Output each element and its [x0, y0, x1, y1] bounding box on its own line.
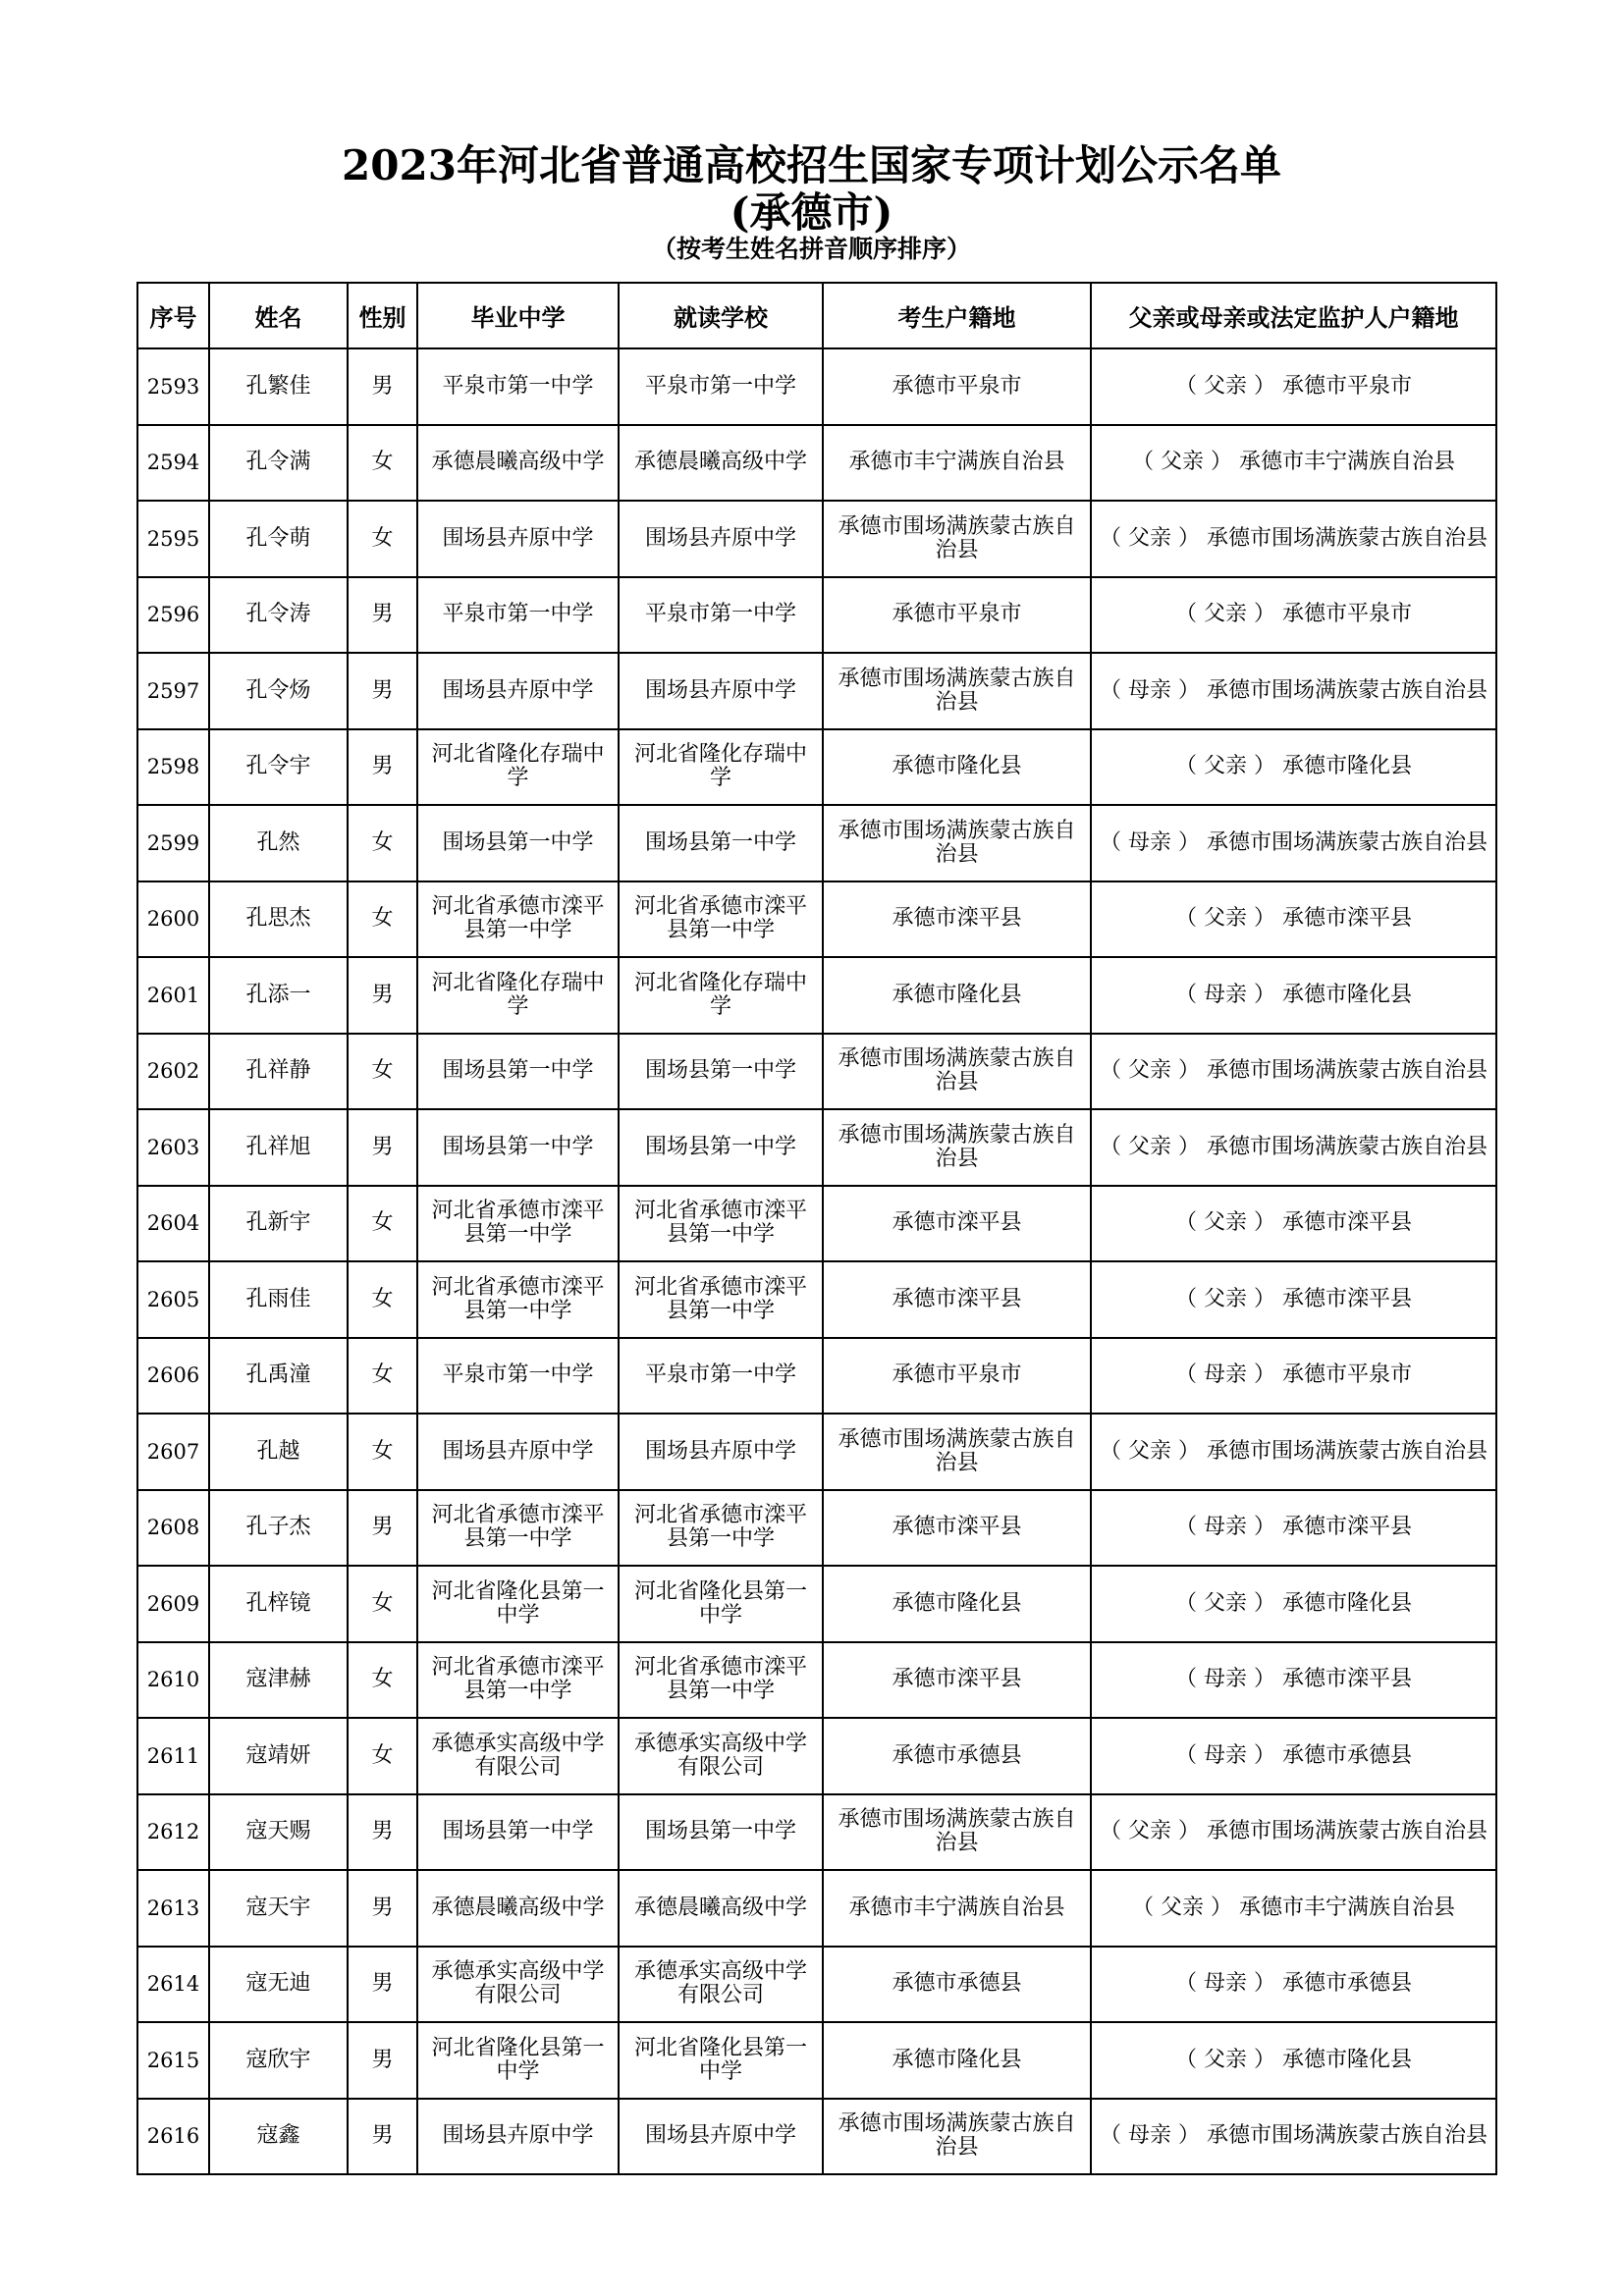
cell-graduation-school: 河北省隆化存瑞中学 [417, 729, 619, 806]
header-gender: 性别 [348, 283, 417, 348]
cell-gender: 男 [348, 577, 417, 654]
cell-student-hukou: 承德市围场满族蒙古族自治县 [823, 653, 1091, 729]
cell-current-school: 平泉市第一中学 [619, 1338, 823, 1415]
table-row [137, 1718, 1496, 1794]
cell-parent-hukou: （ 父亲 ） 承德市平泉市 [1091, 577, 1496, 654]
cell-student-hukou: 承德市滦平县 [823, 1490, 1091, 1567]
cell-name: 寇欣宇 [209, 2022, 348, 2099]
cell-current-school: 承德晨曦高级中学 [619, 1870, 823, 1947]
table-row [137, 1490, 1496, 1567]
cell-name: 孔梓镜 [209, 1566, 348, 1642]
cell-seq: 2616 [137, 2099, 209, 2175]
cell-parent-hukou: （ 母亲 ） 承德市围场满族蒙古族自治县 [1091, 2099, 1496, 2175]
cell-graduation-school: 河北省隆化县第一中学 [417, 2022, 619, 2099]
cell-current-school: 围场县第一中学 [619, 805, 823, 881]
cell-graduation-school: 围场县卉原中学 [417, 2099, 619, 2175]
cell-parent-hukou: （ 母亲 ） 承德市围场满族蒙古族自治县 [1091, 653, 1496, 729]
cell-student-hukou: 承德市围场满族蒙古族自治县 [823, 1034, 1091, 1110]
cell-parent-hukou: （ 父亲 ） 承德市隆化县 [1091, 729, 1496, 806]
cell-gender: 男 [348, 1870, 417, 1947]
cell-student-hukou: 承德市平泉市 [823, 577, 1091, 654]
cell-gender: 男 [348, 1794, 417, 1871]
cell-current-school: 围场县第一中学 [619, 1109, 823, 1186]
cell-name: 孔繁佳 [209, 348, 348, 425]
cell-gender: 男 [348, 1109, 417, 1186]
cell-gender: 男 [348, 348, 417, 425]
cell-parent-hukou: （ 母亲 ） 承德市平泉市 [1091, 1338, 1496, 1415]
cell-parent-hukou: （ 父亲 ） 承德市滦平县 [1091, 1186, 1496, 1262]
cell-gender: 男 [348, 2022, 417, 2099]
cell-gender: 女 [348, 1642, 417, 1719]
cell-name: 孔令炀 [209, 653, 348, 729]
cell-name: 孔添一 [209, 957, 348, 1034]
cell-graduation-school: 围场县第一中学 [417, 805, 619, 881]
cell-parent-hukou: （ 父亲 ） 承德市平泉市 [1091, 348, 1496, 425]
cell-gender: 女 [348, 1414, 417, 1490]
cell-name: 寇津赫 [209, 1642, 348, 1719]
cell-current-school: 河北省承德市滦平县第一中学 [619, 1490, 823, 1567]
cell-seq: 2606 [137, 1338, 209, 1415]
cell-seq: 2605 [137, 1261, 209, 1338]
cell-name: 孔令萌 [209, 501, 348, 577]
table-row [137, 577, 1496, 654]
cell-gender: 男 [348, 2099, 417, 2175]
cell-gender: 女 [348, 1186, 417, 1262]
cell-name: 孔令涛 [209, 577, 348, 654]
cell-seq: 2602 [137, 1034, 209, 1110]
cell-seq: 2603 [137, 1109, 209, 1186]
cell-current-school: 河北省承德市滦平县第一中学 [619, 1642, 823, 1719]
cell-name: 孔思杰 [209, 881, 348, 958]
cell-current-school: 围场县卉原中学 [619, 1414, 823, 1490]
cell-seq: 2597 [137, 653, 209, 729]
cell-name: 孔新宇 [209, 1186, 348, 1262]
cell-graduation-school: 河北省承德市滦平县第一中学 [417, 1642, 619, 1719]
cell-seq: 2608 [137, 1490, 209, 1567]
header-name: 姓名 [209, 283, 348, 348]
cell-student-hukou: 承德市丰宁满族自治县 [823, 425, 1091, 502]
cell-parent-hukou: （ 父亲 ） 承德市滦平县 [1091, 1261, 1496, 1338]
cell-student-hukou: 承德市隆化县 [823, 957, 1091, 1034]
cell-gender: 女 [348, 1261, 417, 1338]
cell-student-hukou: 承德市滦平县 [823, 881, 1091, 958]
cell-parent-hukou: （ 母亲 ） 承德市隆化县 [1091, 957, 1496, 1034]
cell-graduation-school: 承德承实高级中学有限公司 [417, 1947, 619, 2023]
cell-graduation-school: 围场县第一中学 [417, 1109, 619, 1186]
cell-graduation-school: 承德晨曦高级中学 [417, 1870, 619, 1947]
cell-seq: 2604 [137, 1186, 209, 1262]
cell-student-hukou: 承德市滦平县 [823, 1186, 1091, 1262]
cell-current-school: 河北省隆化存瑞中学 [619, 729, 823, 806]
cell-graduation-school: 河北省隆化县第一中学 [417, 1566, 619, 1642]
table-row [137, 1642, 1496, 1719]
cell-current-school: 河北省隆化存瑞中学 [619, 957, 823, 1034]
cell-parent-hukou: （ 父亲 ） 承德市围场满族蒙古族自治县 [1091, 501, 1496, 577]
cell-parent-hukou: （ 父亲 ） 承德市隆化县 [1091, 2022, 1496, 2099]
cell-graduation-school: 平泉市第一中学 [417, 1338, 619, 1415]
cell-parent-hukou: （ 父亲 ） 承德市丰宁满族自治县 [1091, 425, 1496, 502]
cell-student-hukou: 承德市滦平县 [823, 1261, 1091, 1338]
cell-parent-hukou: （ 母亲 ） 承德市滦平县 [1091, 1490, 1496, 1567]
cell-current-school: 围场县第一中学 [619, 1794, 823, 1871]
cell-name: 孔令宇 [209, 729, 348, 806]
header-current-school: 就读学校 [619, 283, 823, 348]
table-row [137, 1261, 1496, 1338]
sort-note: （按考生姓名拼音顺序排序） [651, 235, 971, 263]
table-row [137, 1794, 1496, 1871]
cell-student-hukou: 承德市滦平县 [823, 1642, 1091, 1719]
page-subtitle: (承德市) [730, 188, 893, 237]
cell-parent-hukou: （ 母亲 ） 承德市滦平县 [1091, 1642, 1496, 1719]
cell-student-hukou: 承德市围场满族蒙古族自治县 [823, 501, 1091, 577]
table-row [137, 348, 1496, 425]
cell-student-hukou: 承德市围场满族蒙古族自治县 [823, 805, 1091, 881]
table-row [137, 1870, 1496, 1947]
cell-name: 孔子杰 [209, 1490, 348, 1567]
cell-gender: 男 [348, 957, 417, 1034]
cell-name: 寇鑫 [209, 2099, 348, 2175]
cell-seq: 2610 [137, 1642, 209, 1719]
cell-name: 寇无迪 [209, 1947, 348, 2023]
cell-graduation-school: 河北省承德市滦平县第一中学 [417, 881, 619, 958]
cell-gender: 女 [348, 425, 417, 502]
header-graduation-school: 毕业中学 [417, 283, 619, 348]
cell-gender: 男 [348, 1947, 417, 2023]
cell-graduation-school: 承德承实高级中学有限公司 [417, 1718, 619, 1794]
cell-student-hukou: 承德市围场满族蒙古族自治县 [823, 1414, 1091, 1490]
table-body [137, 348, 1496, 2174]
cell-parent-hukou: （ 父亲 ） 承德市丰宁满族自治县 [1091, 1870, 1496, 1947]
cell-graduation-school: 河北省承德市滦平县第一中学 [417, 1261, 619, 1338]
cell-current-school: 平泉市第一中学 [619, 577, 823, 654]
table-row [137, 653, 1496, 729]
header-row [137, 283, 1496, 348]
cell-gender: 女 [348, 1034, 417, 1110]
cell-current-school: 河北省承德市滦平县第一中学 [619, 1261, 823, 1338]
table-row [137, 1034, 1496, 1110]
cell-graduation-school: 围场县卉原中学 [417, 1414, 619, 1490]
cell-parent-hukou: （ 父亲 ） 承德市围场满族蒙古族自治县 [1091, 1109, 1496, 1186]
cell-student-hukou: 承德市平泉市 [823, 1338, 1091, 1415]
cell-parent-hukou: （ 父亲 ） 承德市滦平县 [1091, 881, 1496, 958]
cell-gender: 男 [348, 653, 417, 729]
cell-name: 孔雨佳 [209, 1261, 348, 1338]
cell-student-hukou: 承德市承德县 [823, 1947, 1091, 2023]
table-row [137, 2022, 1496, 2099]
table-row [137, 1186, 1496, 1262]
cell-gender: 女 [348, 1718, 417, 1794]
cell-gender: 女 [348, 501, 417, 577]
cell-graduation-school: 围场县第一中学 [417, 1794, 619, 1871]
cell-seq: 2612 [137, 1794, 209, 1871]
cell-name: 孔越 [209, 1414, 348, 1490]
cell-seq: 2607 [137, 1414, 209, 1490]
table-row [137, 2099, 1496, 2175]
cell-current-school: 河北省隆化县第一中学 [619, 2022, 823, 2099]
cell-student-hukou: 承德市围场满族蒙古族自治县 [823, 1109, 1091, 1186]
cell-seq: 2614 [137, 1947, 209, 2023]
table-row [137, 957, 1496, 1034]
cell-current-school: 承德承实高级中学有限公司 [619, 1718, 823, 1794]
cell-current-school: 河北省隆化县第一中学 [619, 1566, 823, 1642]
cell-parent-hukou: （ 父亲 ） 承德市围场满族蒙古族自治县 [1091, 1034, 1496, 1110]
cell-name: 寇靖妍 [209, 1718, 348, 1794]
cell-graduation-school: 平泉市第一中学 [417, 577, 619, 654]
cell-graduation-school: 承德晨曦高级中学 [417, 425, 619, 502]
cell-graduation-school: 河北省承德市滦平县第一中学 [417, 1490, 619, 1567]
cell-parent-hukou: （ 母亲 ） 承德市承德县 [1091, 1718, 1496, 1794]
cell-student-hukou: 承德市隆化县 [823, 2022, 1091, 2099]
table-row [137, 1338, 1496, 1415]
cell-gender: 女 [348, 1338, 417, 1415]
cell-current-school: 平泉市第一中学 [619, 348, 823, 425]
cell-name: 孔然 [209, 805, 348, 881]
cell-graduation-school: 围场县卉原中学 [417, 501, 619, 577]
cell-graduation-school: 河北省隆化存瑞中学 [417, 957, 619, 1034]
cell-name: 寇天赐 [209, 1794, 348, 1871]
header-seq: 序号 [137, 283, 209, 348]
cell-seq: 2615 [137, 2022, 209, 2099]
cell-current-school: 围场县第一中学 [619, 1034, 823, 1110]
cell-seq: 2609 [137, 1566, 209, 1642]
cell-parent-hukou: （ 母亲 ） 承德市承德县 [1091, 1947, 1496, 2023]
cell-parent-hukou: （ 母亲 ） 承德市围场满族蒙古族自治县 [1091, 805, 1496, 881]
cell-seq: 2599 [137, 805, 209, 881]
cell-graduation-school: 河北省承德市滦平县第一中学 [417, 1186, 619, 1262]
roster-table [136, 282, 1497, 2175]
table-row [137, 1947, 1496, 2023]
cell-current-school: 围场县卉原中学 [619, 653, 823, 729]
table-row [137, 1109, 1496, 1186]
cell-name: 孔令满 [209, 425, 348, 502]
table-row [137, 501, 1496, 577]
cell-current-school: 承德晨曦高级中学 [619, 425, 823, 502]
table-row [137, 425, 1496, 502]
cell-student-hukou: 承德市围场满族蒙古族自治县 [823, 1794, 1091, 1871]
cell-graduation-school: 平泉市第一中学 [417, 348, 619, 425]
cell-current-school: 围场县卉原中学 [619, 501, 823, 577]
cell-name: 寇天宇 [209, 1870, 348, 1947]
cell-student-hukou: 承德市承德县 [823, 1718, 1091, 1794]
cell-current-school: 河北省承德市滦平县第一中学 [619, 881, 823, 958]
cell-seq: 2593 [137, 348, 209, 425]
cell-gender: 女 [348, 1566, 417, 1642]
cell-parent-hukou: （ 父亲 ） 承德市隆化县 [1091, 1566, 1496, 1642]
cell-current-school: 围场县卉原中学 [619, 2099, 823, 2175]
cell-parent-hukou: （ 父亲 ） 承德市围场满族蒙古族自治县 [1091, 1794, 1496, 1871]
cell-student-hukou: 承德市隆化县 [823, 729, 1091, 806]
cell-name: 孔祥旭 [209, 1109, 348, 1186]
header-parent-hukou: 父亲或母亲或法定监护人户籍地 [1091, 283, 1496, 348]
cell-seq: 2595 [137, 501, 209, 577]
cell-gender: 男 [348, 1490, 417, 1567]
cell-seq: 2613 [137, 1870, 209, 1947]
cell-parent-hukou: （ 父亲 ） 承德市围场满族蒙古族自治县 [1091, 1414, 1496, 1490]
cell-current-school: 河北省承德市滦平县第一中学 [619, 1186, 823, 1262]
table-row [137, 881, 1496, 958]
cell-name: 孔祥静 [209, 1034, 348, 1110]
cell-seq: 2611 [137, 1718, 209, 1794]
cell-seq: 2596 [137, 577, 209, 654]
table-row [137, 729, 1496, 806]
cell-student-hukou: 承德市隆化县 [823, 1566, 1091, 1642]
cell-student-hukou: 承德市围场满族蒙古族自治县 [823, 2099, 1091, 2175]
table-row [137, 1414, 1496, 1490]
header-student-hukou: 考生户籍地 [823, 283, 1091, 348]
cell-student-hukou: 承德市丰宁满族自治县 [823, 1870, 1091, 1947]
table-row [137, 805, 1496, 881]
cell-seq: 2598 [137, 729, 209, 806]
cell-gender: 男 [348, 729, 417, 806]
cell-seq: 2601 [137, 957, 209, 1034]
page-title: 2023年河北省普通高校招生国家专项计划公示名单 [342, 141, 1281, 189]
table-row [137, 1566, 1496, 1642]
cell-current-school: 承德承实高级中学有限公司 [619, 1947, 823, 2023]
cell-name: 孔禹潼 [209, 1338, 348, 1415]
cell-student-hukou: 承德市平泉市 [823, 348, 1091, 425]
cell-graduation-school: 围场县第一中学 [417, 1034, 619, 1110]
cell-seq: 2594 [137, 425, 209, 502]
cell-seq: 2600 [137, 881, 209, 958]
cell-gender: 女 [348, 881, 417, 958]
cell-gender: 女 [348, 805, 417, 881]
cell-graduation-school: 围场县卉原中学 [417, 653, 619, 729]
